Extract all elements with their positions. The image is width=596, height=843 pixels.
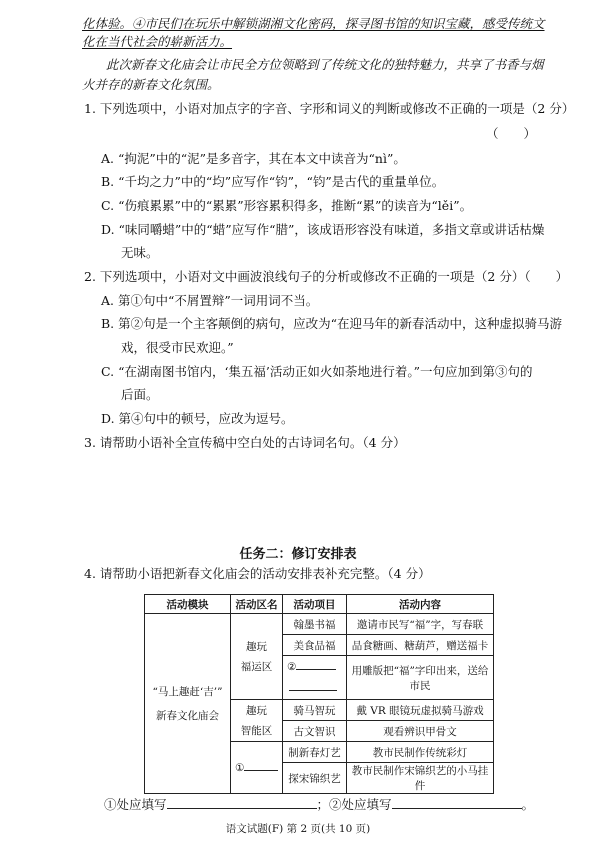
zone-cell	[231, 614, 283, 700]
q1-option-c: C. “伤痕累累”中的“累累”形容累积得多，推断“累”的读音为“lěi”。	[101, 198, 473, 213]
module-cell	[145, 614, 231, 794]
answer-blank-1[interactable]	[244, 770, 278, 771]
zone-name-line1: 趣玩	[246, 640, 267, 653]
q1-option-a: A. “拘泥”中的“泥”是多音字，其在本文中读音为“nì”。	[101, 151, 406, 166]
question-2-stem: 2. 下列选项中，小语对文中画波浪线句子的分析或修改不正确的一项是（2 分）（ ）	[84, 269, 569, 284]
content-cell: 观看辨识甲骨文	[347, 721, 494, 742]
answer-bracket[interactable]: （ ）	[486, 126, 537, 141]
zone-name-line1: 趣玩	[246, 704, 267, 717]
content-cell: 用雕版把“福”字印出来，送给市民	[347, 656, 494, 700]
q2-option-a: A. 第①句中“不屑置辩”一词用词不当。	[101, 293, 319, 308]
blank-1-marker: ①	[235, 761, 245, 774]
project-cell: 美食品福	[283, 635, 347, 656]
zone-name-line2: 福运区	[240, 660, 273, 673]
answer-blank-2b[interactable]	[289, 690, 337, 691]
q2-option-b: B. 第②句是一个主客颠倒的病句，应改为“在迎马年的新春活动中，这种虚拟骑马游	[101, 316, 563, 331]
header-content: 活动内容	[347, 595, 494, 614]
paragraph-line: 火并存的新春文化氛围。	[82, 77, 220, 92]
header-module: 活动模块	[145, 595, 231, 614]
paragraph-line	[82, 34, 232, 50]
content-cell: 邀请市民写“福”字，写春联	[347, 614, 494, 635]
content-cell: 品食糖画、糖葫芦，赠送福卡	[347, 635, 494, 656]
page-footer: 语文试题(F) 第 2 页(共 10 页)	[225, 823, 371, 835]
q2-option-c-cont: 后面。	[121, 387, 159, 402]
content-cell: 戴 VR 眼镜玩虚拟骑马游戏	[347, 700, 494, 721]
task-2-title: 任务二：修订安排表	[239, 547, 357, 562]
activity-schedule-table	[144, 594, 494, 794]
header-zone: 活动区名	[231, 595, 283, 614]
header-project: 活动项目	[283, 595, 347, 614]
wavy-sentence: 化体验。④市民们在玩乐中解锁湖湘文化密码，探寻图书馆的知识宝藏，感受传统文	[82, 16, 545, 31]
module-name-line1: “马上趣赶‘吉’”	[152, 685, 223, 698]
q1-option-b: B. “千均之力”中的“均”应写作“钧”，“钧”是古代的重量单位。	[101, 174, 445, 189]
answer-line-end: 。	[521, 797, 535, 812]
project-cell: 骑马智玩	[283, 700, 347, 721]
zone-blank-cell	[231, 742, 283, 794]
answer-label-2: ；②处应填写	[316, 797, 392, 812]
paragraph-line: 此次新春文化庙会让市民全方位领略到了传统文化的独特魅力，共享了书香与烟	[106, 57, 544, 72]
question-1-stem: 1. 下列选项中，小语对加点字的字音、字形和词义的判断或修改不正确的一项是（2 分）	[84, 101, 575, 116]
paragraph-line	[82, 16, 545, 32]
q2-option-d: D. 第④句中的顿号，应改为逗号。	[101, 411, 294, 426]
q2-option-b-cont: 戏，很受市民欢迎。”	[121, 340, 234, 355]
content-cell: 教市民制作传统彩灯	[347, 742, 494, 763]
q4-answer-line	[104, 797, 534, 813]
answer-line-1[interactable]	[167, 808, 317, 809]
project-cell: 制新春灯艺	[283, 742, 347, 763]
project-cell: 探宋锦织艺	[283, 763, 347, 794]
table-header-row	[145, 595, 494, 614]
table-row	[145, 614, 494, 635]
q1-option-d: D. “味同嚼蜡”中的“蜡”应写作“腊”，该成语形容没有味道，多指文章或讲话枯燥	[101, 222, 545, 237]
project-blank-cell	[283, 656, 347, 700]
project-cell: 古文智识	[283, 721, 347, 742]
answer-line-2[interactable]	[392, 808, 522, 809]
zone-name-line2: 智能区	[240, 724, 273, 737]
zone-cell	[231, 700, 283, 742]
q1-option-d-cont: 无味。	[121, 245, 159, 260]
blank-2-marker: ②	[287, 660, 297, 673]
answer-blank-2a[interactable]	[296, 669, 336, 670]
q2-option-c: C. “在湖南图书馆内，‘集五福’活动正如火如荼地进行着。”一句应加到第③句的	[101, 364, 533, 379]
answer-label-1: ①处应填写	[104, 797, 167, 812]
question-4-stem: 4. 请帮助小语把新春文化庙会的活动安排表补充完整。（4 分）	[84, 566, 431, 581]
content-cell: 教市民制作宋锦织艺的小马挂件	[347, 763, 494, 794]
question-3-stem: 3. 请帮助小语补全宣传稿中空白处的古诗词名句。（4 分）	[84, 435, 406, 450]
project-cell: 翰墨书福	[283, 614, 347, 635]
wavy-sentence-end: 化在当代社会的崭新活力。	[82, 34, 233, 49]
module-name-line2: 新春文化庙会	[156, 709, 219, 722]
